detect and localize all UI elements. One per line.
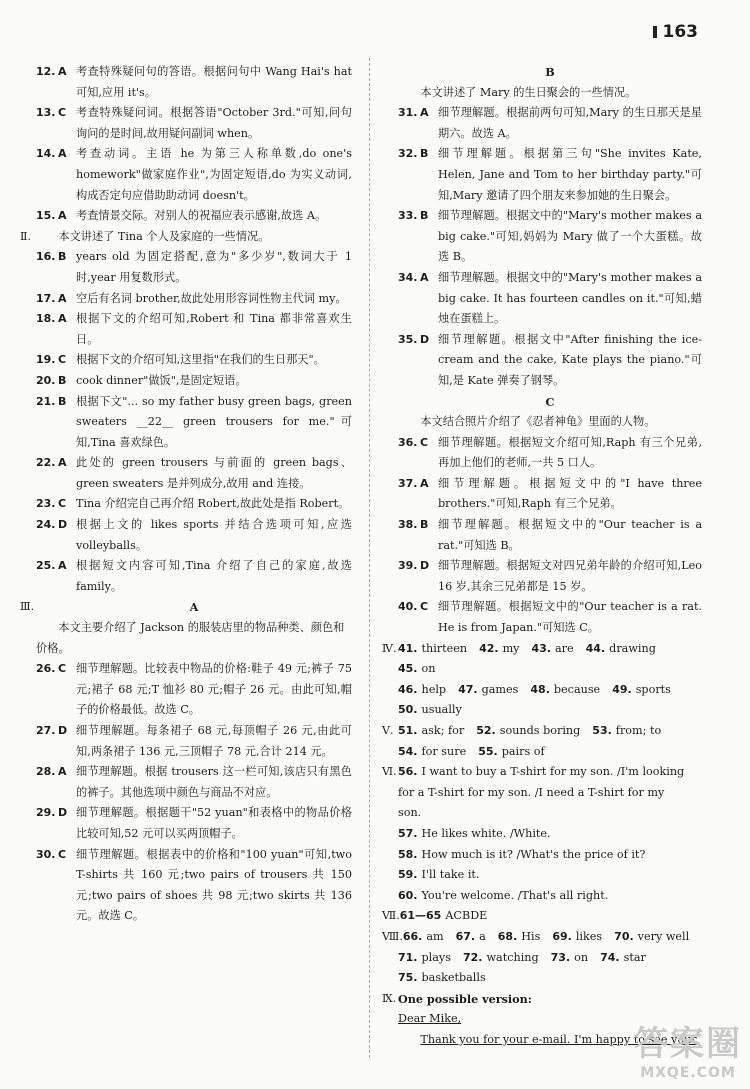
answer-entry [398, 968, 492, 989]
explanation-text: 细节理解题。根据短文对四兄弟年龄的介绍可知,Leo 16 岁,其余三兄弟都是 15 岁。 [438, 559, 702, 593]
answer-text: He likes white. /White. [421, 826, 551, 840]
section-numeral [382, 865, 398, 886]
question-number: 54. [398, 744, 418, 758]
answer-text: very well [637, 929, 690, 943]
explanation-text: 根据下文的介绍可知,这里指"在我们的生日那天"。 [76, 353, 325, 367]
answer-group [403, 927, 702, 948]
question-number: 33. [398, 209, 418, 223]
answer-group [398, 968, 702, 989]
question-number: 61—65 [399, 909, 442, 923]
explanation-text: 考查动词。主语 he 为第三人称单数,do one's homework"做家庭作业",为固定短语,do 为实义动词,构成否定句应借助助动词 doesn't。 [76, 147, 352, 202]
answer-line [382, 700, 702, 721]
answer-letter: C [58, 847, 67, 861]
section-numeral: Ⅶ. [382, 909, 400, 923]
answer-letter: A [420, 476, 429, 490]
explanation-text: 细节理解题。根据短文介绍可知,Raph 有三个兄弟,再加上他们的老师,一共 5 口人。 [438, 435, 702, 470]
answer-entry [530, 680, 606, 701]
answer-item [36, 762, 352, 803]
explanation-text: 细节理解题。根据文中的"Mary's mother makes a big cake."可知,妈妈为 Mary 做了一个大蛋糕。故选 B。 [438, 209, 702, 264]
answer-group [398, 824, 702, 845]
answer-line [382, 762, 702, 824]
answer-letter: A [58, 559, 67, 573]
section-heading [20, 597, 352, 618]
answer-text: ask; for [421, 724, 465, 737]
question-number: 12. [36, 65, 56, 78]
answer-group [400, 906, 702, 927]
answer-item [36, 453, 352, 494]
answer-item [36, 721, 352, 762]
answer-letter: B [58, 394, 67, 408]
explanation-text: 细节理解题。比较表中物品的价格:鞋子 49 元;裤子 75 元;裙子 68 元;T 恤衫 80 元;帽子 26 元。由此可知,帽子的价格最低。故选 C。 [76, 662, 352, 717]
question-number: 48. [530, 682, 550, 696]
answer-letter: D [58, 724, 68, 737]
answer-letter: A [58, 147, 67, 161]
letter-salutation: Dear Mike, [398, 1012, 462, 1026]
answer-item [36, 62, 352, 103]
explanation-text: 根据短文内容可知,Tina 介绍了自己的家庭,故选 family。 [76, 559, 352, 593]
answer-item [36, 103, 352, 144]
answer-line [382, 906, 702, 927]
answer-text: drawing [609, 641, 656, 655]
answer-letter: A [58, 291, 67, 305]
question-number: 23. [36, 497, 56, 511]
passage-label: C [545, 394, 555, 409]
answer-text: You're welcome. /That's all right. [421, 888, 609, 902]
question-number: 72. [462, 950, 483, 964]
answer-letter: A [58, 209, 67, 223]
explanation-text: 细节理解题。根据第三句"She invites Kate, Helen, Jane and Tom to her birthday party."可知,Mary 邀请了四个朋友来参加她的生日聚会。 [438, 147, 702, 202]
section-numeral [382, 680, 398, 701]
answer-item [398, 556, 702, 597]
explanation-text: 根据下文的介绍可知,Robert 和 Tina 都非常喜欢生日。 [76, 312, 352, 346]
answer-item [36, 289, 352, 310]
question-number: 37. [398, 476, 418, 490]
answer-entry [403, 927, 450, 948]
answer-text: likes [575, 929, 603, 943]
question-number: 58. [398, 847, 418, 861]
question-number: 27. [36, 724, 56, 737]
answer-text: usually [421, 703, 462, 717]
question-number: 30. [36, 847, 56, 861]
explanation-text: cook dinner"做饭",是固定短语。 [76, 373, 247, 387]
question-number: 47. [458, 682, 478, 696]
explanation-text: 根据下文"... so my father busy green bags, green sweaters __22__ green trousers for me."可知,Tina 喜欢绿色。 [76, 394, 352, 449]
question-number: 59. [398, 868, 418, 882]
answer-entry [398, 886, 614, 907]
answer-entry [398, 680, 452, 701]
watermark-title: 答案圈 [634, 1024, 742, 1064]
question-number: 17. [36, 291, 56, 305]
answer-item [36, 556, 352, 597]
section-numeral: Ⅱ. [20, 229, 31, 243]
answer-item [36, 845, 352, 927]
answer-entry [551, 948, 594, 969]
question-number: 41. [398, 641, 418, 655]
answer-letter: A [420, 106, 429, 120]
answer-entry [478, 742, 550, 763]
answer-entry [458, 680, 524, 701]
answer-letter: B [420, 147, 429, 161]
question-number: 55. [478, 744, 498, 758]
question-number: 68. [497, 929, 518, 943]
right-column [382, 62, 702, 1051]
explanation-text: 细节理解题。根据文中"After finishing the ice-cream and the cake, Kate plays the piano."可知,是 Kate 弹奏了钢琴。 [438, 332, 702, 387]
answer-text: His [521, 929, 541, 943]
question-number: 69. [552, 929, 572, 943]
question-number: 35. [398, 332, 418, 346]
answer-item [36, 515, 352, 556]
answer-item [398, 206, 702, 268]
question-number: 28. [36, 765, 56, 779]
answer-letter: A [58, 765, 67, 779]
answer-entry [586, 639, 662, 660]
answer-entry [398, 948, 457, 969]
question-number: 16. [36, 250, 56, 264]
answer-group [398, 680, 702, 701]
section-numeral [382, 886, 398, 907]
answer-text: basketballs [421, 971, 486, 985]
answer-text: sounds boring [499, 724, 581, 737]
explanation-text: 细节理解题。根据文中的"Mary's mother makes a big cake. It has fourteen candles on it."可知,蜡烛在蛋糕上。 [438, 270, 702, 326]
question-number: 46. [398, 682, 418, 696]
answer-text: on [574, 950, 589, 964]
answer-item [398, 433, 702, 474]
answer-text: star [623, 950, 646, 964]
answer-letter: D [58, 806, 68, 820]
answer-entry [400, 906, 494, 927]
question-number: 44. [585, 641, 606, 655]
question-number: 57. [398, 826, 418, 840]
answer-text: because [553, 682, 601, 696]
answer-text: thirteen [421, 641, 468, 655]
question-number: 67. [455, 929, 476, 943]
page-marker-icon [653, 26, 657, 38]
answer-text: am [426, 929, 444, 943]
answer-group [398, 886, 702, 907]
answer-line [382, 886, 702, 907]
answer-item [36, 206, 352, 227]
passage-summary: 本文结合照片介绍了《忍者神龟》里面的人物。 [420, 415, 656, 429]
answer-entry [398, 742, 472, 763]
explanation-text: 细节理解题。根据短文中的"I have three brothers."可知,Raph 有三个兄弟。 [438, 476, 702, 511]
section-numeral: Ⅴ. [382, 724, 394, 737]
answer-item [36, 371, 352, 392]
answer-letter: C [58, 662, 67, 676]
answer-line [382, 742, 702, 763]
answer-item [398, 268, 702, 330]
watermark-site: MXQE.COM [640, 1065, 736, 1081]
answer-letter: D [420, 332, 430, 346]
answer-item [398, 597, 702, 638]
question-number: 34. [398, 270, 418, 284]
passage-label: A [189, 600, 199, 615]
answer-text: pairs of [501, 744, 545, 758]
explanation-text: 考查情景交际。对别人的祝福应表示感谢,故选 A。 [76, 209, 327, 223]
answer-text: watching [486, 950, 539, 964]
answer-letter: B [58, 373, 67, 387]
answer-entry [398, 762, 696, 824]
answer-letter: B [420, 209, 429, 223]
question-number: 53. [592, 724, 612, 737]
answer-entry [532, 639, 580, 660]
question-number: 66. [402, 929, 423, 943]
answer-item [36, 659, 352, 721]
explanation-text: 考查特殊疑问词。根据答语"October 3rd."可知,问句询问的是时间,故用疑问副词 when。 [76, 106, 352, 140]
answer-text: on [421, 662, 436, 676]
question-number: 18. [36, 312, 56, 326]
question-number: 38. [398, 518, 418, 532]
passage-summary: 本文讲述了 Mary 的生日聚会的一些情况。 [420, 85, 637, 99]
answer-letter: D [58, 518, 68, 532]
section-numeral [382, 824, 398, 845]
answer-text: sports [635, 682, 671, 696]
answer-item [36, 494, 352, 515]
answer-letter: A [58, 456, 67, 470]
section-numeral [382, 968, 398, 989]
section-numeral: Ⅷ. [382, 929, 403, 943]
answer-letter: C [58, 497, 67, 511]
question-number: 20. [36, 373, 56, 387]
answer-line [382, 721, 702, 742]
answer-line [382, 865, 702, 886]
explanation-text: 细节理解题。每条裙子 68 元,每顶帽子 26 元,由此可知,两条裙子 136 元,三顶帽子 78 元,合计 214 元。 [76, 724, 352, 758]
question-number: 26. [36, 662, 56, 676]
explanation-text: 空后有名词 brother,故此处用形容词性物主代词 my。 [76, 291, 347, 305]
explanation-text: 细节理解题。根据短文中的"Our teacher is a rat. He is from Japan."可知选 C。 [438, 600, 702, 635]
answer-letter: A [58, 312, 67, 326]
answer-line [382, 968, 702, 989]
letter-body: Thank you for your e-mail. I'm happy to see your [420, 1032, 697, 1046]
answer-entry [398, 700, 468, 721]
answer-letter: B [420, 518, 429, 532]
explanation-text: 考查特殊疑问句的答语。根据问句中 Wang Hai's hat 可知,应用 it's。 [76, 65, 352, 99]
answer-text: help [421, 682, 447, 696]
section-numeral [382, 948, 398, 969]
question-number: 40. [398, 600, 418, 614]
answer-text: How much is it? /What's the price of it? [421, 847, 646, 861]
answer-letter: A [58, 65, 67, 78]
answer-letter: C [58, 106, 67, 120]
section-heading [382, 989, 702, 1010]
left-column [20, 62, 352, 927]
answer-entry [479, 639, 525, 660]
question-number: 24. [36, 518, 56, 532]
answer-entry [498, 927, 547, 948]
question-number: 75. [398, 971, 418, 985]
answer-letter: A [420, 270, 429, 284]
answer-item [36, 309, 352, 350]
answer-item [36, 392, 352, 454]
answer-entry [592, 721, 667, 742]
answer-entry [456, 927, 492, 948]
answer-letter: C [420, 600, 429, 614]
section-numeral [382, 845, 398, 866]
section-heading [20, 227, 352, 248]
answer-line [382, 948, 702, 969]
question-number: 71. [398, 950, 418, 964]
question-number: 39. [398, 559, 418, 573]
answer-group [398, 700, 702, 721]
answer-group [398, 948, 702, 969]
answer-item [36, 144, 352, 206]
answer-line [382, 639, 702, 680]
answer-entry [398, 865, 485, 886]
answer-entry [398, 659, 441, 680]
answer-item [36, 350, 352, 371]
answer-entry [614, 927, 695, 948]
question-number: 29. [36, 806, 56, 820]
question-number: 25. [36, 559, 56, 573]
answer-text: ACBDE [445, 909, 488, 923]
answer-group [398, 639, 702, 680]
column-divider [369, 58, 371, 1058]
answer-entry [600, 948, 652, 969]
answer-item [398, 103, 702, 144]
explanation-text: 此处的 green trousers 与前面的 green bags、green sweaters 是并列成分,故用 and 连接。 [76, 456, 352, 490]
answer-text: I'll take it. [421, 868, 480, 882]
answer-entry [398, 845, 651, 866]
question-number: 19. [36, 353, 56, 367]
explanation-text: years old 为固定搭配,意为"多少岁",数词大于 1 时,year 用复数形式。 [76, 250, 352, 284]
section-numeral [382, 742, 398, 763]
question-number: 45. [398, 662, 418, 676]
question-number: 13. [36, 106, 56, 120]
answer-group [398, 742, 702, 763]
answer-item [36, 803, 352, 844]
question-number: 31. [398, 106, 418, 120]
answer-text: from; to [615, 724, 662, 737]
question-number: 42. [479, 641, 499, 655]
answer-text: my [502, 641, 520, 655]
answer-item [398, 144, 702, 206]
explanation-text: 细节理解题。根据前两句可知,Mary 的生日那天是星期六。故选 A。 [438, 106, 702, 140]
page-number: 163 [653, 22, 699, 42]
answer-text: games [481, 682, 519, 696]
answer-letter: C [58, 353, 67, 367]
question-number: 56. [398, 765, 418, 779]
section-numeral [382, 700, 398, 721]
question-number: 52. [476, 724, 496, 737]
answer-item [398, 474, 702, 515]
answer-group [398, 865, 702, 886]
question-number: 74. [600, 950, 620, 964]
answer-entry [612, 680, 677, 701]
section-numeral: Ⅳ. [382, 641, 397, 655]
question-number: 15. [36, 209, 56, 223]
question-number: 49. [612, 682, 632, 696]
passage-summary: 本文主要介绍了 Jackson 的服装店里的物品种类、颜色和价格。 [36, 621, 345, 655]
explanation-text: Tina 介绍完自己再介绍 Robert,故此处是指 Robert。 [76, 497, 350, 511]
answer-entry [552, 927, 608, 948]
section-text: One possible version: [398, 991, 532, 1006]
explanation-text: 细节理解题。根据题干"52 yuan"和表格中的物品价格比较可知,52 元可以买两顶帽子。 [76, 806, 352, 840]
answer-text: for sure [421, 744, 467, 758]
explanation-text: 细节理解题。根据短文中的"Our teacher is a rat."可知选 B。 [438, 518, 702, 552]
answer-entry [463, 948, 545, 969]
answer-entry [398, 721, 470, 742]
question-number: 36. [398, 435, 418, 449]
answer-entry [476, 721, 586, 742]
answer-item [36, 247, 352, 288]
answer-text: a [479, 929, 486, 943]
answer-group [398, 721, 702, 742]
answer-letter: C [420, 435, 429, 449]
section-numeral: Ⅲ. [20, 600, 35, 614]
explanation-text: 细节理解题。根据 trousers 这一栏可知,该店只有黑色的裤子。其他选项中颜色与商品不对应。 [76, 765, 352, 799]
answer-item [398, 515, 702, 556]
answer-entry [398, 639, 473, 660]
answer-entry [398, 824, 557, 845]
section-numeral: Ⅸ. [382, 991, 397, 1005]
answer-letter: B [58, 250, 67, 264]
explanation-text: 细节理解题。根据表中的价格和"100 yuan"可知,two T-shirts 共 160 元;two pairs of trousers 共 150 元;two pairs of shoes 共 98 元;two skirts 共 136 元。故选 C。 [76, 847, 352, 923]
answer-group [398, 845, 702, 866]
answer-text: plays [421, 950, 451, 964]
question-number: 21. [36, 394, 56, 408]
answer-item [398, 330, 702, 392]
section-numeral: Ⅵ. [382, 765, 397, 779]
question-number: 43. [531, 641, 552, 655]
answer-text: are [555, 641, 574, 655]
answer-line [382, 824, 702, 845]
answer-group [398, 762, 702, 824]
passage-label: B [545, 65, 555, 79]
question-number: 50. [398, 703, 418, 717]
question-number: 73. [550, 950, 571, 964]
answer-text: I want to buy a T-shirt for my son. /I'm looking for a T-shirt for my son. /I need a T-shirt for my son. [398, 765, 685, 820]
question-number: 70. [614, 929, 634, 943]
question-number: 60. [398, 888, 418, 902]
question-number: 22. [36, 456, 56, 470]
answer-line [382, 927, 702, 948]
answer-line [382, 680, 702, 701]
explanation-text: 根据上文的 likes sports 并结合选项可知,应选 volleyballs。 [76, 518, 352, 552]
answer-letter: D [420, 559, 430, 573]
question-number: 32. [398, 147, 418, 161]
section-text: 本文讲述了 Tina 个人及家庭的一些情况。 [58, 229, 270, 243]
watermark-logo [634, 1016, 742, 1081]
question-number: 51. [398, 724, 418, 737]
answer-line [382, 845, 702, 866]
question-number: 14. [36, 147, 56, 161]
